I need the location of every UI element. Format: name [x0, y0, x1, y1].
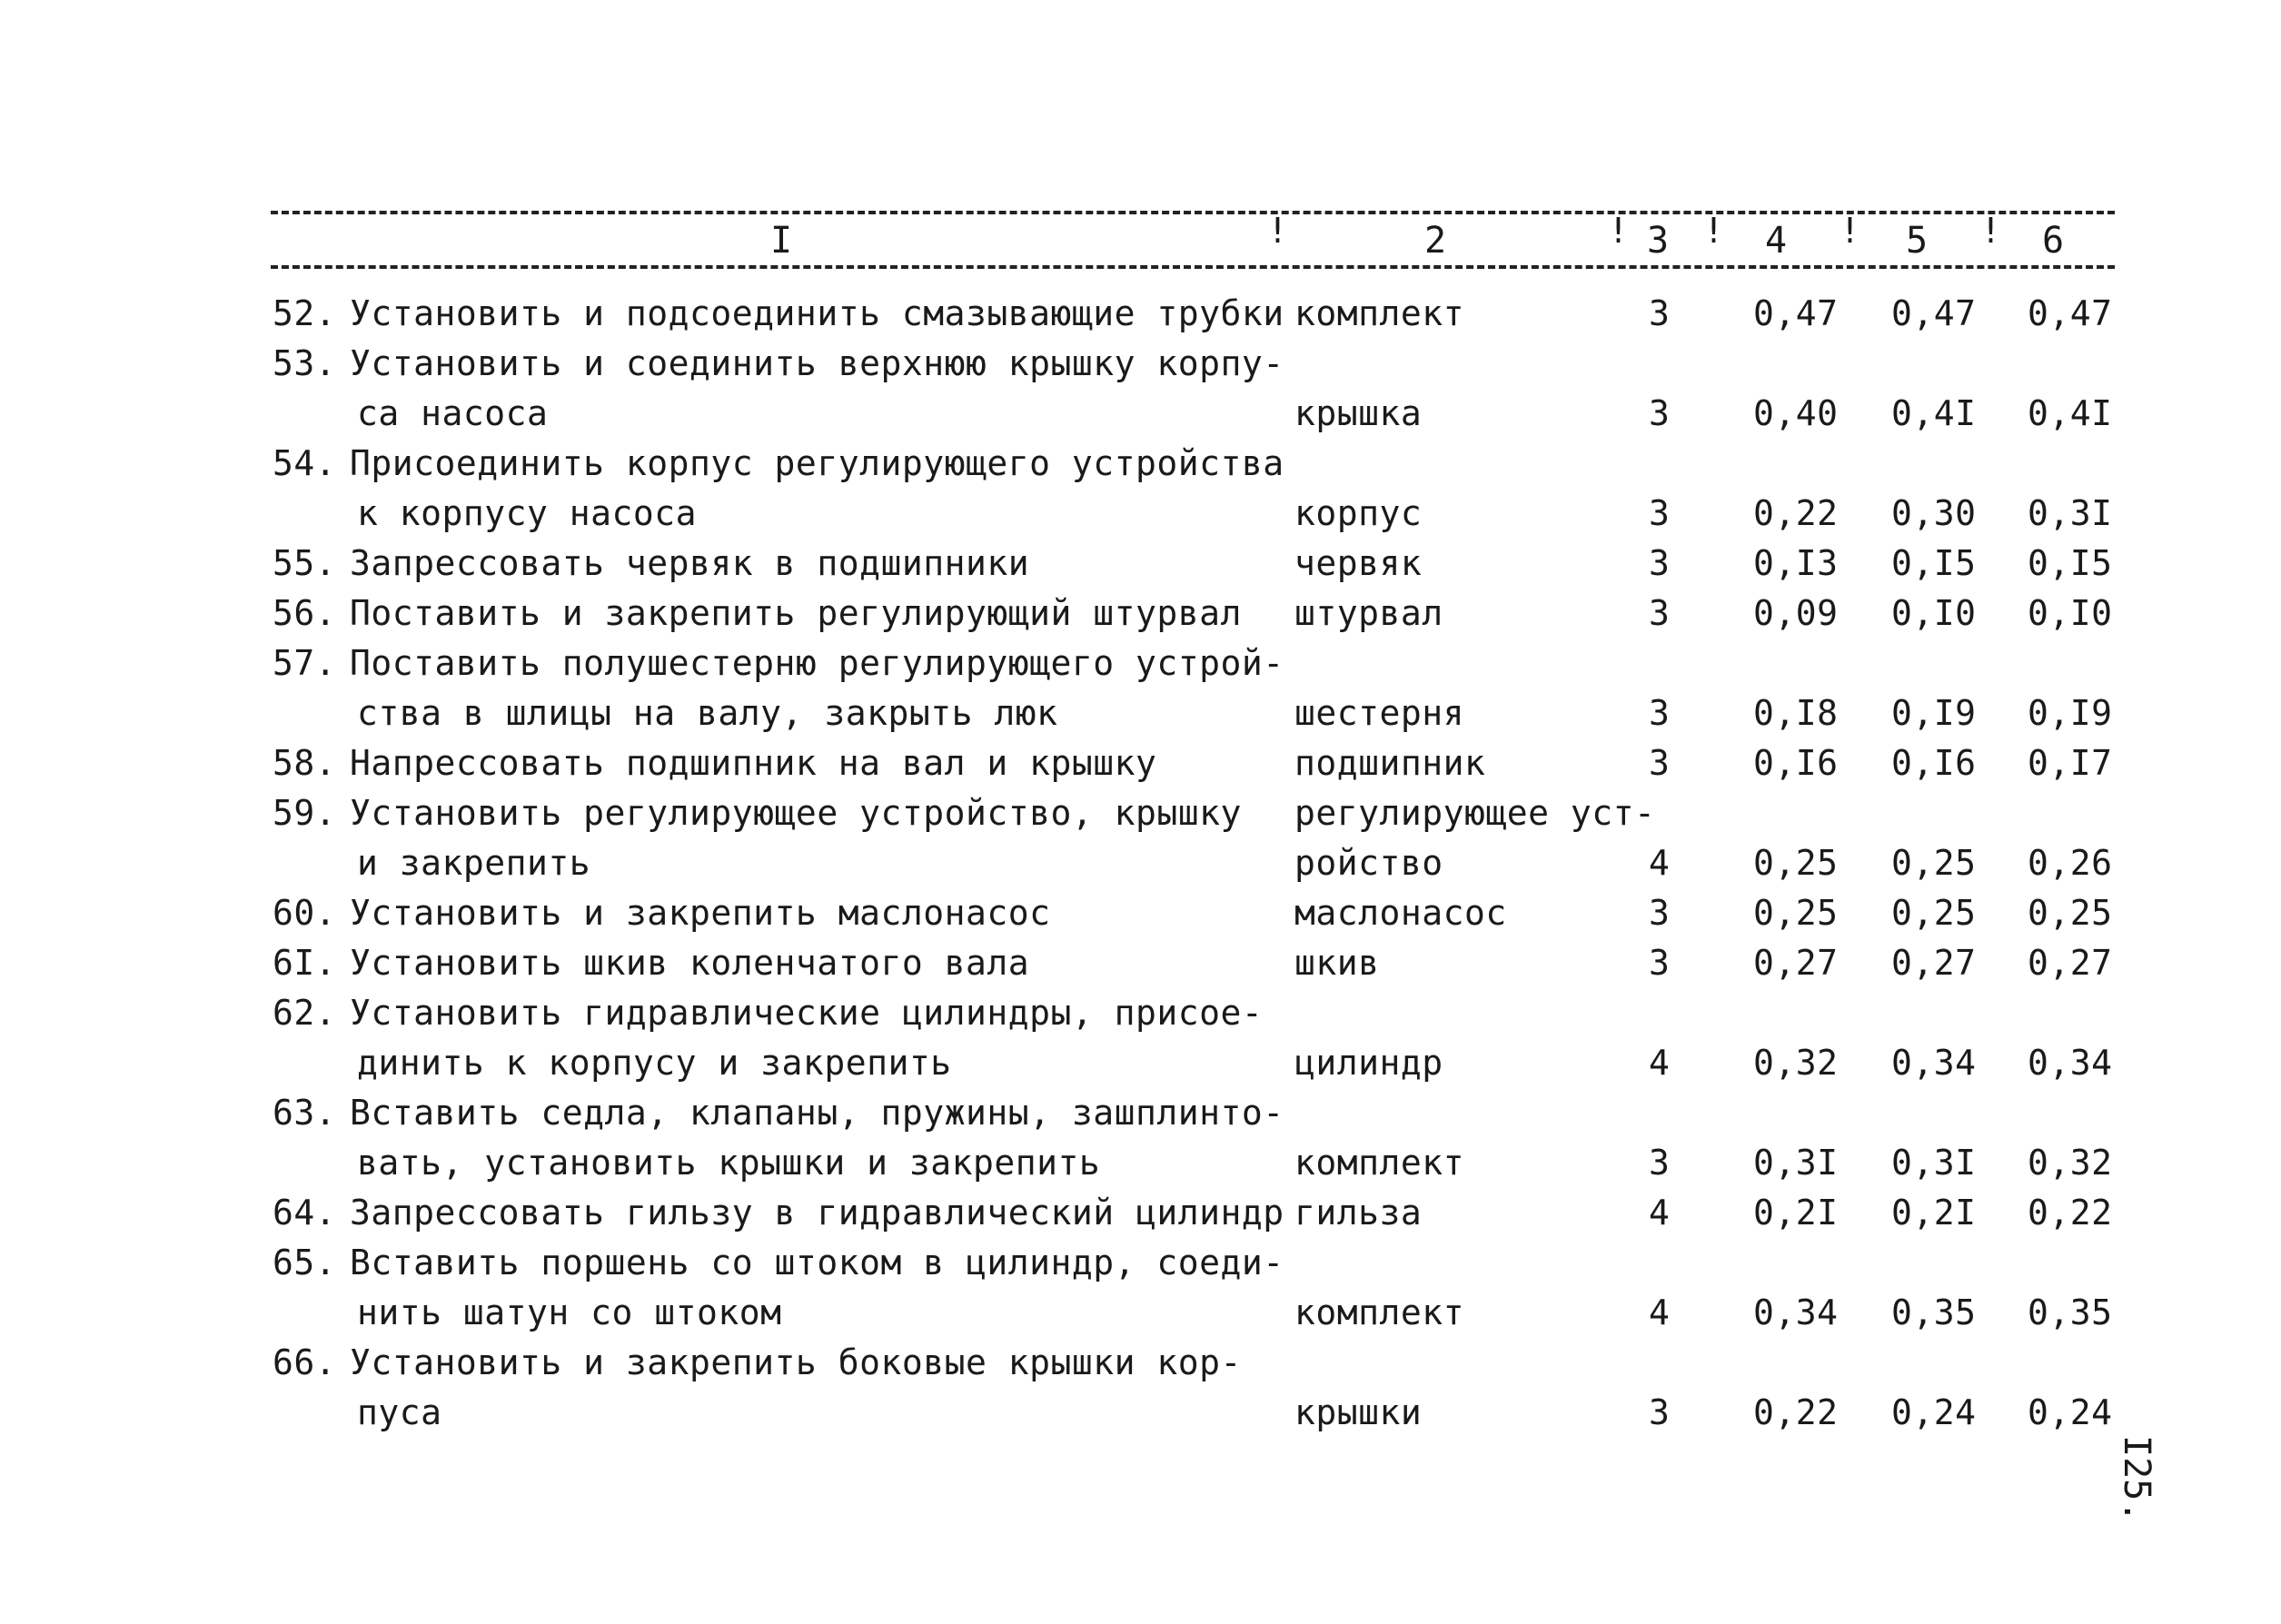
operation-text-line2: пуса — [357, 1392, 442, 1432]
unit-text: гильза — [1294, 1193, 1423, 1233]
header-col1: I — [769, 220, 793, 262]
operation-text-line1: Вставить седла, клапаны, пружины, зашплинто- — [350, 1093, 1284, 1133]
col5-value: 0,I0 — [1891, 593, 1977, 633]
col4-value: 0,22 — [1753, 493, 1839, 533]
table-row — [0, 589, 2281, 639]
table-row — [0, 738, 2281, 788]
row-number: 59. — [273, 793, 337, 833]
col5-value: 0,25 — [1891, 843, 1977, 883]
operation-text-line1: Установить и соединить верхнюю крышку корпу- — [350, 343, 1284, 383]
unit-text: крышка — [1294, 393, 1423, 433]
header-separator: ! — [1608, 211, 1629, 251]
row-number: 62. — [273, 993, 337, 1033]
table-row — [0, 539, 2281, 589]
unit-text: ройство — [1294, 843, 1443, 883]
row-number: 54. — [273, 443, 337, 483]
unit-text: маслонасос — [1294, 893, 1507, 933]
col4-value: 0,I3 — [1753, 543, 1839, 583]
col5-value: 0,I6 — [1891, 743, 1977, 783]
table-row — [0, 1088, 2281, 1188]
col5-value: 0,25 — [1891, 893, 1977, 933]
unit-text: червяк — [1294, 543, 1423, 583]
col6-value: 0,3I — [2028, 493, 2113, 533]
operation-text-line1: Установить шкив коленчатого вала — [350, 943, 1030, 983]
table-row — [0, 888, 2281, 938]
row-number: 52. — [273, 293, 337, 333]
operation-text-line1: Вставить поршень со штоком в цилиндр, соеди- — [350, 1243, 1284, 1282]
unit-text: штурвал — [1294, 593, 1443, 633]
col6-value: 0,I9 — [2028, 693, 2113, 733]
col3-value: 4 — [1649, 843, 1671, 883]
col3-value: 3 — [1649, 493, 1671, 533]
row-number: 65. — [273, 1243, 337, 1282]
col3-value: 4 — [1649, 1292, 1671, 1332]
operation-text-line2: вать, установить крышки и закрепить — [357, 1143, 1101, 1183]
col4-value: 0,I6 — [1753, 743, 1839, 783]
col5-value: 0,4I — [1891, 393, 1977, 433]
operation-text-line1: Поставить полушестерню регулирующего устрой- — [350, 643, 1284, 683]
col5-value: 0,3I — [1891, 1143, 1977, 1183]
row-number: 58. — [273, 743, 337, 783]
row-number: 56. — [273, 593, 337, 633]
col3-value: 3 — [1649, 893, 1671, 933]
col6-value: 0,I0 — [2028, 593, 2113, 633]
col6-value: 0,22 — [2028, 1193, 2113, 1233]
operation-text-line2: са насоса — [357, 393, 549, 433]
unit-text: шкив — [1294, 943, 1380, 983]
row-number: 57. — [273, 643, 337, 683]
unit-text: комплект — [1294, 1143, 1465, 1183]
unit-text: шестерня — [1294, 693, 1465, 733]
col6-value: 0,35 — [2028, 1292, 2113, 1332]
operation-text-line2: динить к корпусу и закрепить — [357, 1043, 952, 1083]
col4-value: 0,09 — [1753, 593, 1839, 633]
col5-value: 0,35 — [1891, 1292, 1977, 1332]
unit-text: подшипник — [1294, 743, 1486, 783]
col4-value: 0,40 — [1753, 393, 1839, 433]
col6-value: 0,47 — [2028, 293, 2113, 333]
row-number: 64. — [273, 1193, 337, 1233]
col3-value: 3 — [1649, 393, 1671, 433]
col6-value: 0,24 — [2028, 1392, 2113, 1432]
col4-value: 0,34 — [1753, 1292, 1839, 1332]
row-number: 66. — [273, 1342, 337, 1382]
table-row — [0, 439, 2281, 539]
operation-text-line1: Напрессовать подшипник на вал и крышку — [350, 743, 1157, 783]
col6-value: 0,I7 — [2028, 743, 2113, 783]
header-separator: ! — [1703, 211, 1724, 251]
header-separator: ! — [1267, 211, 1288, 251]
header-col2: 2 — [1423, 220, 1447, 262]
operation-text-line1: Установить и закрепить боковые крышки кор- — [350, 1342, 1242, 1382]
col3-value: 3 — [1649, 293, 1671, 333]
header-col6: 6 — [2041, 220, 2065, 262]
table-row — [0, 1338, 2281, 1438]
table-row — [0, 289, 2281, 339]
col3-value: 3 — [1649, 593, 1671, 633]
col3-value: 3 — [1649, 943, 1671, 983]
col3-value: 3 — [1649, 743, 1671, 783]
row-number: 63. — [273, 1093, 337, 1133]
col6-value: 0,26 — [2028, 843, 2113, 883]
col6-value: 0,32 — [2028, 1143, 2113, 1183]
col3-value: 4 — [1649, 1193, 1671, 1233]
operation-text-line1: Запрессовать гильзу в гидравлический цилиндр — [350, 1193, 1284, 1233]
table-row — [0, 988, 2281, 1088]
header-col3: 3 — [1646, 220, 1670, 262]
col3-value: 3 — [1649, 543, 1671, 583]
unit-text: комплект — [1294, 293, 1465, 333]
operation-text-line1: Запрессовать червяк в подшипники — [350, 543, 1030, 583]
row-number: 60. — [273, 893, 337, 933]
operation-text-line1: Установить и закрепить маслонасос — [350, 893, 1051, 933]
col4-value: 0,25 — [1753, 843, 1839, 883]
header-col5: 5 — [1905, 220, 1929, 262]
col4-value: 0,22 — [1753, 1392, 1839, 1432]
row-number: 6I. — [273, 943, 337, 983]
col4-value: 0,32 — [1753, 1043, 1839, 1083]
col3-value: 3 — [1649, 693, 1671, 733]
table-row — [0, 938, 2281, 988]
col5-value: 0,30 — [1891, 493, 1977, 533]
col5-value: 0,2I — [1891, 1193, 1977, 1233]
operation-text-line1: Присоединить корпус регулирующего устройства — [350, 443, 1284, 483]
col5-value: 0,27 — [1891, 943, 1977, 983]
col4-value: 0,25 — [1753, 893, 1839, 933]
col4-value: 0,I8 — [1753, 693, 1839, 733]
col3-value: 3 — [1649, 1143, 1671, 1183]
header-separator: ! — [1840, 211, 1860, 251]
unit-text: корпус — [1294, 493, 1423, 533]
operation-text-line1: Установить регулирующее устройство, крышку — [350, 793, 1242, 833]
col4-value: 0,3I — [1753, 1143, 1839, 1183]
unit-text-line1: регулирующее уст- — [1294, 793, 1656, 833]
table-row — [0, 788, 2281, 888]
table-row — [0, 1238, 2281, 1338]
operation-text-line2: нить шатун со штоком — [357, 1292, 782, 1332]
col6-value: 0,27 — [2028, 943, 2113, 983]
header-rule-bottom — [271, 265, 2115, 269]
col4-value: 0,2I — [1753, 1193, 1839, 1233]
operation-text-line1: Установить гидравлические цилиндры, присое- — [350, 993, 1264, 1033]
col4-value: 0,47 — [1753, 293, 1839, 333]
col5-value: 0,I5 — [1891, 543, 1977, 583]
col3-value: 3 — [1649, 1392, 1671, 1432]
row-number: 53. — [273, 343, 337, 383]
header-separator: ! — [1980, 211, 2001, 251]
col5-value: 0,47 — [1891, 293, 1977, 333]
unit-text: крышки — [1294, 1392, 1423, 1432]
operation-text-line2: к корпусу насоса — [357, 493, 698, 533]
operation-text-line1: Поставить и закрепить регулирующий штурвал — [350, 593, 1242, 633]
col3-value: 4 — [1649, 1043, 1671, 1083]
table-row — [0, 1188, 2281, 1238]
operation-text-line1: Установить и подсоединить смазывающие трубки — [350, 293, 1284, 333]
unit-text: комплект — [1294, 1292, 1465, 1332]
col6-value: 0,34 — [2028, 1043, 2113, 1083]
header-rule-top — [271, 211, 2115, 214]
table-row — [0, 339, 2281, 439]
col5-value: 0,34 — [1891, 1043, 1977, 1083]
page-number: I25. — [2116, 1435, 2157, 1523]
unit-text: цилиндр — [1294, 1043, 1443, 1083]
col6-value: 0,25 — [2028, 893, 2113, 933]
operation-text-line2: и закрепить — [357, 843, 591, 883]
table-row — [0, 639, 2281, 738]
col6-value: 0,4I — [2028, 393, 2113, 433]
col4-value: 0,27 — [1753, 943, 1839, 983]
header-col4: 4 — [1764, 220, 1788, 262]
col6-value: 0,I5 — [2028, 543, 2113, 583]
col5-value: 0,24 — [1891, 1392, 1977, 1432]
operation-text-line2: ства в шлицы на валу, закрыть люк — [357, 693, 1058, 733]
row-number: 55. — [273, 543, 337, 583]
col5-value: 0,I9 — [1891, 693, 1977, 733]
